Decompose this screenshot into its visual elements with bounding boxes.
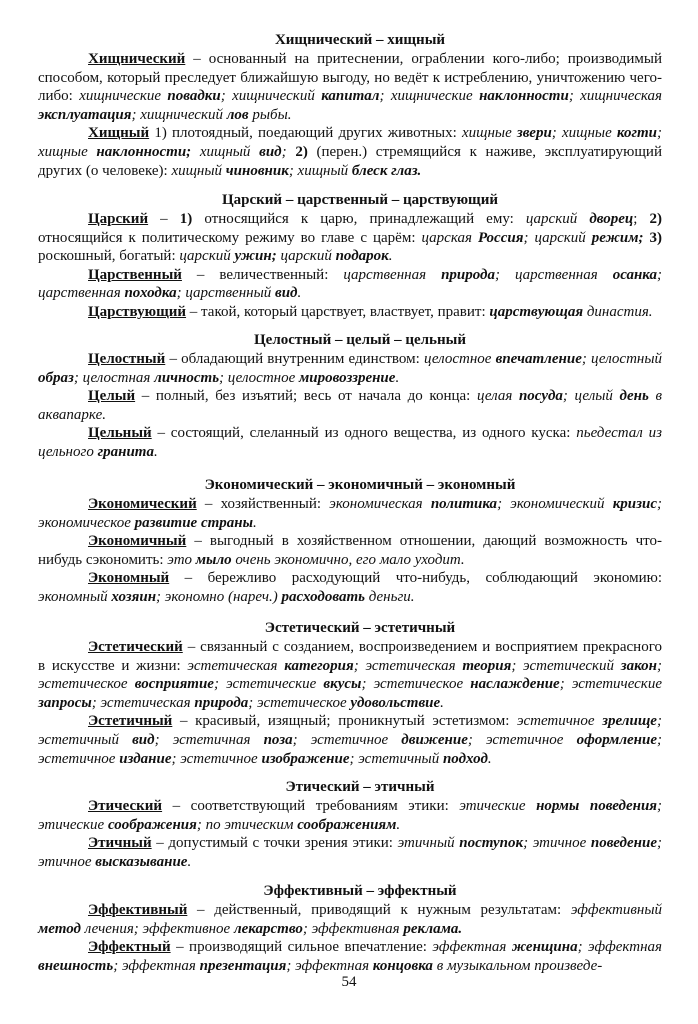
entry-headword: Целостный bbox=[88, 351, 166, 367]
dictionary-section bbox=[38, 778, 662, 871]
usage-example: блеск глаз. bbox=[351, 162, 422, 179]
definition-text: – выгодный в хозяйственном отношении, дающий возможность что-нибудь сэкономить: bbox=[38, 533, 662, 568]
definition-text: роскошный, богатый: bbox=[38, 248, 180, 265]
usage-example: женщина bbox=[511, 939, 578, 956]
usage-example: ; хищнический bbox=[131, 106, 227, 123]
entry-headword: Экономичный bbox=[88, 533, 187, 550]
usage-example: . bbox=[297, 285, 302, 302]
usage-example: эстетичное bbox=[517, 713, 603, 730]
usage-example: ; эффектная bbox=[113, 957, 200, 974]
usage-example: поза bbox=[263, 731, 293, 748]
usage-example: наслаждение bbox=[470, 676, 560, 693]
dictionary-section bbox=[38, 619, 662, 768]
usage-example: личность bbox=[154, 369, 220, 386]
usage-example: лекарство bbox=[233, 920, 303, 937]
usage-example: развитие страны bbox=[134, 514, 254, 531]
usage-example: ; эстетическая bbox=[91, 694, 195, 711]
usage-example: кризис bbox=[612, 496, 657, 512]
usage-example: деньги. bbox=[365, 588, 415, 605]
usage-example: ; эстетическое bbox=[248, 694, 351, 711]
usage-example: ; эффектная bbox=[577, 939, 662, 956]
usage-example: ; хищнические bbox=[379, 88, 480, 105]
usage-example: . bbox=[396, 816, 401, 833]
usage-example: царский bbox=[525, 211, 590, 227]
sense-number: 3) bbox=[649, 229, 662, 246]
usage-example: ; эстетичное bbox=[38, 731, 663, 767]
usage-example: наклонности; bbox=[96, 143, 192, 160]
usage-example: ; хищническая bbox=[568, 88, 662, 105]
definition-text: – основанный на притеснении, ограблении кого-либо; производимый способом, который преследует ближайшую выгоду, но ведёт к истреблению, уничтожению чего-либо: bbox=[38, 51, 662, 105]
usage-example: ; хищные bbox=[38, 125, 662, 160]
dictionary-entry bbox=[38, 532, 662, 569]
usage-example: ; эффективная bbox=[302, 920, 404, 937]
usage-example: ; эстетичный bbox=[349, 750, 443, 767]
usage-example: ; царственная bbox=[495, 266, 613, 283]
usage-example: презентация bbox=[199, 957, 287, 974]
dictionary-entry bbox=[38, 350, 662, 387]
usage-example: ; эстетические bbox=[559, 676, 662, 693]
usage-example: оформление bbox=[576, 731, 658, 748]
usage-example: ; экономно (нареч.) bbox=[156, 588, 282, 605]
usage-example: ; целостная bbox=[73, 369, 155, 386]
definition-text: – полный, без изъятий; весь от начала до конца: bbox=[135, 388, 477, 405]
usage-example: ; по этическим bbox=[196, 816, 298, 833]
usage-example: восприятие bbox=[134, 676, 214, 693]
definition-text: – бережливо расходующий что-нибудь, соблюдающий экономию: bbox=[169, 570, 662, 587]
section-title: Этический – этичный bbox=[285, 779, 435, 795]
usage-example: эстетическая bbox=[187, 657, 285, 674]
usage-example: теория bbox=[462, 657, 512, 674]
definition-text: относящийся к политическому режиму во главе с царём: bbox=[38, 229, 422, 246]
sense-number: 2) bbox=[295, 143, 308, 160]
definition-text: – действенный, приводящий к нужным результатам: bbox=[187, 902, 571, 918]
entry-headword: Эффективный bbox=[88, 902, 188, 918]
usage-example: Россия bbox=[477, 229, 524, 246]
usage-example: расходовать bbox=[281, 588, 365, 605]
dictionary-entry bbox=[38, 901, 662, 938]
definition-text: – такой, который царствует, властвует, правит: bbox=[186, 303, 490, 320]
usage-example: целая bbox=[476, 388, 519, 405]
entry-headword: Экономный bbox=[88, 570, 170, 587]
usage-example: лов bbox=[226, 106, 249, 123]
usage-example: режим; bbox=[591, 229, 644, 246]
entry-headword: Царствующий bbox=[88, 303, 187, 320]
definition-text: – производящий сильное впечатление: bbox=[170, 939, 433, 956]
usage-example: закон bbox=[620, 657, 658, 674]
usage-example: ; эстетические bbox=[213, 676, 324, 693]
usage-example: этические bbox=[459, 798, 537, 814]
entry-headword: Хищнический bbox=[88, 51, 186, 67]
dictionary-entry bbox=[38, 797, 662, 834]
dictionary-entry bbox=[38, 712, 662, 768]
section-title: Хищнический – хищный bbox=[274, 32, 446, 48]
usage-example: ; эстетический bbox=[511, 657, 621, 674]
usage-example: рыбы. bbox=[248, 106, 292, 123]
dictionary-section bbox=[38, 882, 662, 975]
usage-example: вид bbox=[275, 285, 298, 302]
dictionary-section bbox=[38, 31, 662, 180]
usage-example: хищный bbox=[171, 162, 226, 179]
usage-example: издание bbox=[119, 750, 172, 767]
usage-example: внешность bbox=[38, 957, 114, 974]
usage-example: вкусы bbox=[323, 676, 362, 693]
section-title: Эффективный – эффектный bbox=[263, 883, 457, 899]
usage-example: наклонности bbox=[479, 88, 569, 105]
entry-headword: Эстетичный bbox=[88, 713, 173, 730]
usage-example: лечения; эффективное bbox=[80, 920, 234, 937]
definition-text: – красивый, изящный; проникнутый эстетизмом: bbox=[172, 713, 518, 730]
usage-example: природа bbox=[194, 694, 249, 711]
usage-example: ; хищные bbox=[551, 125, 617, 142]
usage-example: очень экономично, его мало уходит. bbox=[231, 551, 465, 568]
dictionary-entry bbox=[38, 50, 662, 124]
usage-example: ; хищнический bbox=[220, 88, 322, 105]
usage-example: это bbox=[167, 551, 196, 568]
definition-text: – обладающий внутренним единством: bbox=[165, 351, 424, 367]
entry-headword: Этичный bbox=[88, 835, 152, 852]
usage-example: политика bbox=[430, 496, 498, 512]
usage-example: ; целостный bbox=[581, 351, 663, 367]
usage-example: нормы поведения bbox=[536, 798, 658, 814]
usage-example: хозяин bbox=[111, 588, 157, 605]
dictionary-entry bbox=[38, 124, 662, 180]
entry-headword: Царский bbox=[88, 211, 149, 227]
dictionary-entry bbox=[38, 938, 662, 975]
usage-example: . bbox=[153, 443, 158, 460]
usage-example: династия. bbox=[583, 303, 653, 320]
usage-example: ; целый bbox=[562, 388, 620, 405]
usage-example: ; эстетичный bbox=[38, 713, 662, 748]
usage-example: царская bbox=[421, 229, 478, 246]
usage-example: ; эстетическое bbox=[361, 676, 471, 693]
usage-example: ; целостное bbox=[219, 369, 300, 386]
definition-text: – связанный с созданием, воспроизведением и восприятием прекрасного в искусстве и жизни: bbox=[38, 639, 662, 674]
usage-example: целостное bbox=[423, 351, 496, 367]
usage-example: экономный bbox=[38, 588, 112, 605]
usage-example: хищные bbox=[461, 125, 517, 142]
usage-example: . bbox=[487, 750, 492, 767]
usage-example: ; царственная bbox=[38, 266, 663, 302]
usage-example: ; эстетичное bbox=[292, 731, 402, 748]
usage-example: ; эстетическое bbox=[38, 657, 663, 693]
usage-example: мыло bbox=[195, 551, 232, 568]
usage-example: гранита bbox=[97, 443, 154, 460]
usage-example: царский bbox=[179, 248, 235, 265]
usage-example: вид bbox=[132, 731, 155, 748]
section-title: Эстетический – эстетичный bbox=[264, 620, 456, 636]
usage-example: ; царский bbox=[523, 229, 592, 246]
usage-example: образ bbox=[38, 369, 74, 386]
usage-example: ; этические bbox=[38, 798, 663, 833]
usage-example: ; царственный bbox=[176, 285, 275, 302]
definition-text: – хозяйственный: bbox=[196, 496, 330, 512]
usage-example: походка bbox=[124, 285, 177, 302]
usage-example: ; экономический bbox=[497, 496, 613, 512]
entry-headword: Хищный bbox=[88, 125, 150, 142]
sense-number: 2) bbox=[649, 211, 663, 227]
usage-example: . bbox=[187, 853, 192, 870]
usage-example: . bbox=[395, 369, 400, 386]
usage-example: поступок bbox=[459, 835, 524, 852]
usage-example: дворец bbox=[589, 211, 634, 227]
definition-text: (перен.) стремящийся к наживе, эксплуатирующий других (о человеке): bbox=[38, 143, 662, 179]
usage-example: звери bbox=[516, 125, 552, 142]
usage-example: концовка bbox=[372, 957, 433, 974]
usage-example: эксплуатация bbox=[38, 106, 132, 123]
usage-example: ; эстетичное bbox=[467, 731, 577, 748]
usage-example: капитал bbox=[321, 88, 380, 105]
usage-example: высказывание bbox=[95, 853, 188, 870]
section-title: Целостный – целый – цельный bbox=[254, 332, 466, 348]
usage-example: хищнические bbox=[79, 88, 168, 105]
usage-example: царствующая bbox=[489, 303, 584, 320]
usage-example: природа bbox=[441, 266, 495, 283]
entry-headword: Экономический bbox=[88, 496, 197, 512]
usage-example: ; эстетичное bbox=[171, 750, 262, 767]
usage-example: осанка bbox=[612, 266, 658, 283]
usage-example: ; эффектная bbox=[286, 957, 373, 974]
usage-example: изображение bbox=[261, 750, 350, 767]
definition-text: – допустимый с точки зрения этики: bbox=[151, 835, 398, 852]
entry-headword: Цельный bbox=[88, 425, 152, 442]
usage-example: в музыкальном произведе- bbox=[432, 957, 603, 974]
usage-example: эффектная bbox=[432, 939, 512, 956]
usage-example: повадки bbox=[167, 88, 221, 105]
usage-example: когти bbox=[616, 125, 657, 142]
definition-text: – состоящий, слеланный из одного вещества, из одного куска: bbox=[151, 425, 577, 442]
usage-example: ; эстетическая bbox=[353, 657, 463, 674]
dictionary-entry bbox=[38, 266, 662, 303]
dictionary-section bbox=[38, 191, 662, 322]
usage-example: . bbox=[388, 248, 393, 265]
usage-example: царский bbox=[280, 248, 336, 265]
usage-example: категория bbox=[284, 657, 354, 674]
dictionary-entry bbox=[38, 303, 662, 322]
entry-headword: Эстетический bbox=[88, 639, 183, 655]
dictionary-entry bbox=[38, 834, 662, 871]
entry-headword: Этический bbox=[88, 798, 163, 814]
dictionary-entry bbox=[38, 424, 662, 461]
usage-example: удовольствие bbox=[350, 694, 441, 711]
usage-example: хищный bbox=[191, 143, 260, 160]
sense-number: 1) bbox=[179, 211, 193, 227]
entry-headword: Эффектный bbox=[88, 939, 171, 956]
dictionary-section bbox=[38, 331, 662, 462]
usage-example: пьедестал из цельного bbox=[38, 425, 662, 460]
usage-example: мировоззрение bbox=[299, 369, 396, 386]
dictionary-entry bbox=[38, 387, 662, 424]
usage-example: . bbox=[253, 514, 257, 531]
usage-example: подарок bbox=[335, 248, 389, 265]
definition-text: – соответствующий требованиям этики: bbox=[162, 798, 460, 814]
usage-example: посуда bbox=[518, 388, 563, 405]
dictionary-entry bbox=[38, 569, 662, 606]
usage-example: эффективный bbox=[570, 902, 662, 918]
usage-example: ужин; bbox=[234, 248, 281, 265]
section-title: Царский – царственный – царствующий bbox=[221, 192, 498, 208]
dictionary-entry bbox=[38, 638, 662, 712]
usage-example: соображения bbox=[107, 816, 197, 833]
section-title: Экономический – экономичный – экономный bbox=[204, 477, 516, 493]
usage-example: ; этичное bbox=[38, 835, 662, 870]
definition-text: – величественный: bbox=[181, 266, 344, 283]
usage-example: движение bbox=[401, 731, 468, 748]
usage-example: ; хищный bbox=[288, 162, 352, 179]
usage-example: ; эстетичная bbox=[154, 731, 264, 748]
usage-example: царственная bbox=[343, 266, 442, 283]
usage-example: подход bbox=[442, 750, 488, 767]
usage-example: ; bbox=[281, 143, 296, 160]
usage-example: чиновник bbox=[225, 162, 289, 179]
page-number: 54 bbox=[341, 974, 357, 990]
usage-example: этичный bbox=[397, 835, 460, 852]
usage-example: ; экономическое bbox=[38, 496, 662, 531]
usage-example: поведение bbox=[590, 835, 657, 852]
definition-text: 1) плотоядный, поедающий других животных: bbox=[149, 125, 462, 142]
usage-example: . bbox=[440, 694, 444, 711]
usage-example: зрелище bbox=[602, 713, 657, 730]
usage-example: впечатление bbox=[495, 351, 582, 367]
dictionary-entry bbox=[38, 495, 662, 532]
usage-example: день bbox=[619, 388, 649, 405]
usage-example: запросы bbox=[38, 694, 92, 711]
usage-example: реклама. bbox=[403, 920, 463, 937]
dictionary-entry bbox=[38, 210, 662, 266]
definition-text: относящийся к царю, принадлежащий ему: bbox=[192, 211, 526, 227]
entry-headword: Царственный bbox=[88, 266, 182, 283]
usage-example: в аквапарке. bbox=[38, 388, 662, 423]
usage-example: экономическая bbox=[329, 496, 431, 512]
usage-example: вид bbox=[259, 143, 282, 160]
definition-text: ; bbox=[633, 211, 650, 227]
usage-example: ; этичное bbox=[523, 835, 591, 852]
usage-example: метод bbox=[38, 920, 81, 937]
usage-example: соображениям bbox=[297, 816, 397, 833]
entry-headword: Целый bbox=[88, 388, 136, 405]
definition-text: – bbox=[148, 211, 180, 227]
dictionary-section bbox=[38, 476, 662, 607]
